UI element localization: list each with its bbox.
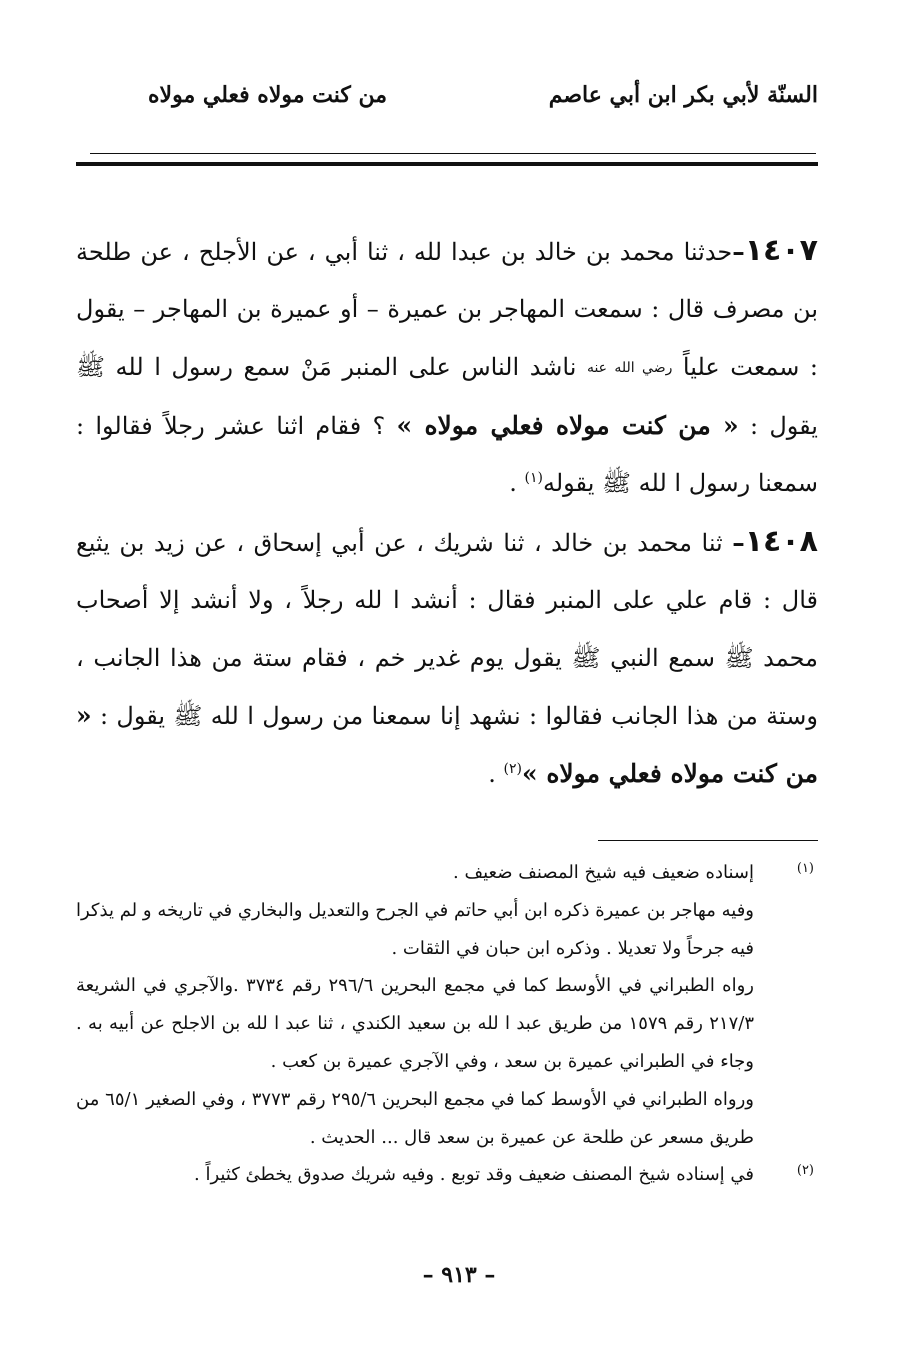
hadith-text: حدثنا محمد بن خالد بن عبدا لله ، ثنا أبي ، عن الأجلح ، عن طلحة بن مصرف قال : سمعت المهاجر بن عميرة – أو عميرة بن المهاجر – يقول : سمعت علياً	[76, 238, 819, 381]
footnote-paragraph: إسناده ضعيف فيه شيخ المصنف ضعيف .	[453, 862, 754, 883]
salla-glyph: ﷺ	[76, 352, 105, 381]
honorific-ali: رضي الله عنه	[586, 359, 673, 376]
chapter-title: من كنت مولاه فعلي مولاه	[148, 82, 388, 108]
header-rule-thick	[76, 162, 818, 166]
main-text	[76, 222, 818, 804]
hadith-quote: « من كنت مولاه فعلي مولاه »	[396, 411, 739, 441]
footnote-ref-1[interactable]: (١)	[524, 470, 543, 487]
footnote-mark: (٢)	[796, 1163, 814, 1179]
hadith-text: ثنا محمد بن خالد ، ثنا شريك ، عن أبي إسحاق ، عن زيد بن يثيع قال : قام علي على المنبر فقال : أنشد ا لله رجلاً ، ولا أنشد إلا أصحاب محمد	[76, 528, 818, 672]
footnote-paragraph: ورواه الطبراني في الأوسط كما في مجمع البحرين ٢٩٥/٦ رقم ٣٧٧٣ ، وفي الصغير ٦٥/١ من طريق مسعر عن طلحة عن عميرة بن سعد قال ... الحديث .	[76, 1088, 754, 1148]
salla-glyph: ﷺ	[724, 643, 754, 672]
footnote-mark: (١)	[796, 861, 814, 876]
footnote-ref-2[interactable]: (٢)	[503, 761, 522, 778]
hadith-quote: « من كنت مولاه فعلي مولاه »	[76, 701, 818, 789]
book-title: السنّة لأبي بكر ابن أبي عاصم	[548, 82, 818, 108]
footnote-separator	[598, 840, 818, 841]
hadith-dash: –	[732, 237, 745, 266]
hadith-text: يقول يوم غدير خم ، فقام ستة من هذا الجانب ، وستة من هذا الجانب فقالوا : نشهد إنا سمعنا من رسول ا لله	[76, 643, 818, 731]
footnote-paragraph: وفيه مهاجر بن عميرة ذكره ابن أبي حاتم في الجرح والتعديل والبخاري في تاريخه و لم يذكرا فيه جرحاً ولا تعديلا . وذكره ابن حبان في الثقات .	[76, 899, 754, 959]
running-header	[78, 82, 818, 122]
footnotes	[76, 854, 818, 1194]
hadith-number: ١٤٠٧	[744, 233, 818, 268]
hadith-text: يقول :	[749, 412, 818, 441]
hadith-text: ناشد الناس على المنبر مَنْ سمع رسول ا لله	[115, 352, 577, 381]
hadith-text: يقول :	[99, 702, 166, 731]
hadith-1407	[76, 222, 818, 513]
salla-glyph: ﷺ	[173, 702, 203, 731]
footnote-1	[76, 854, 818, 1156]
hadith-dash: –	[732, 527, 745, 557]
salla-glyph: ﷺ	[571, 643, 601, 672]
hadith-end: .	[488, 760, 496, 789]
header-rule-thin	[90, 153, 816, 154]
hadith-end: .	[509, 469, 517, 498]
salla-glyph: ﷺ	[602, 469, 632, 498]
footnote-paragraph: في إسناده شيخ المصنف ضعيف وقد توبع . وفيه شريك صدوق يخطئ كثيراً .	[194, 1164, 754, 1186]
footnote-paragraph: رواه الطبراني في الأوسط كما في مجمع البحرين ٢٩٦/٦ رقم ٣٧٣٤ .والآجري في الشريعة ٢١٧/٣ رقم ١٥٧٩ من طريق عبد ا لله بن سعيد الكندي ، ثنا عبد ا لله بن الاجلح عن أبيه به . وجاء في الطبراني عميرة بن سعد ، وفي الآجري عميرة بن كعب .	[76, 975, 754, 1072]
page-number: – ٩١٣ –	[422, 1262, 496, 1288]
hadith-text: ؟ فقام اثنا عشر رجلاً فقالوا : سمعنا رسول ا لله	[76, 412, 818, 498]
footnote-2	[76, 1156, 818, 1194]
hadith-number: ١٤٠٨	[744, 523, 818, 559]
hadith-text: يقوله	[542, 469, 595, 498]
hadith-text: سمع النبي	[610, 643, 715, 672]
hadith-1408	[76, 513, 818, 804]
